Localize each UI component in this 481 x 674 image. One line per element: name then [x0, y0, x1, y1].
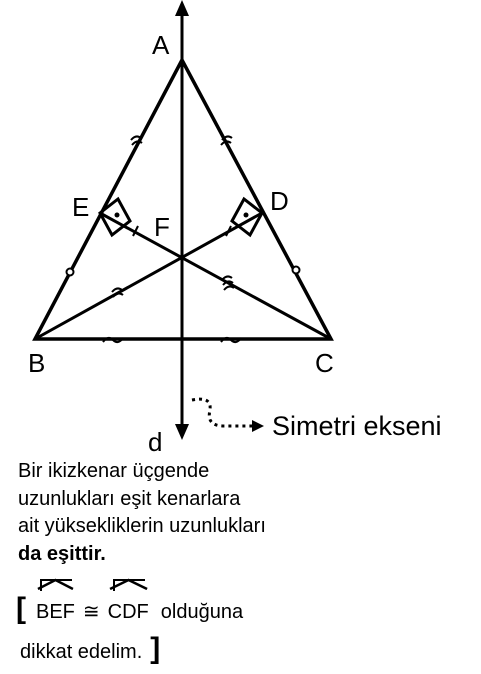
explanation-line-1: Bir ikizkenar üçgende — [18, 460, 210, 482]
angle-bef: BEF — [36, 592, 75, 632]
angle-remark — [16, 592, 243, 672]
circle-mark-dc — [293, 267, 300, 274]
vertex-label-c: C — [315, 348, 334, 378]
angle-hat-icon — [108, 578, 149, 590]
caption-pointer-arrowhead — [252, 420, 264, 432]
vertex-label-b: B — [28, 348, 46, 378]
vertex-label-d: D — [270, 186, 289, 216]
circle-mark-eb — [67, 269, 74, 276]
explanation-line-2: uzunlukları eşit kenarlara — [18, 487, 241, 510]
explanation-line-4: da eşittir. — [18, 542, 106, 565]
open-bracket: [ — [16, 592, 26, 625]
explanation-line-3: ait yüksekliklerin uzunlukları — [18, 515, 266, 537]
axis-top-arrowhead — [175, 0, 189, 16]
vertex-label-f: F — [154, 212, 170, 242]
explanation-text — [18, 458, 348, 568]
vertex-label-a: A — [152, 30, 170, 60]
close-bracket: ] — [150, 632, 161, 665]
axis-label-d: d — [148, 427, 163, 457]
axis-bottom-arrowhead — [175, 424, 189, 440]
remark-text-2: dikkat edelim. — [20, 641, 143, 663]
congruent-symbol: ≅ — [82, 601, 100, 623]
vertex-label-e: E — [72, 192, 90, 222]
angle-hat-icon — [36, 578, 75, 590]
angle-cdf: CDF — [108, 592, 149, 632]
caption-pointer — [192, 399, 254, 426]
remark-text-1: olduğuna — [160, 601, 244, 623]
axis-caption: Simetri ekseni — [272, 411, 442, 441]
